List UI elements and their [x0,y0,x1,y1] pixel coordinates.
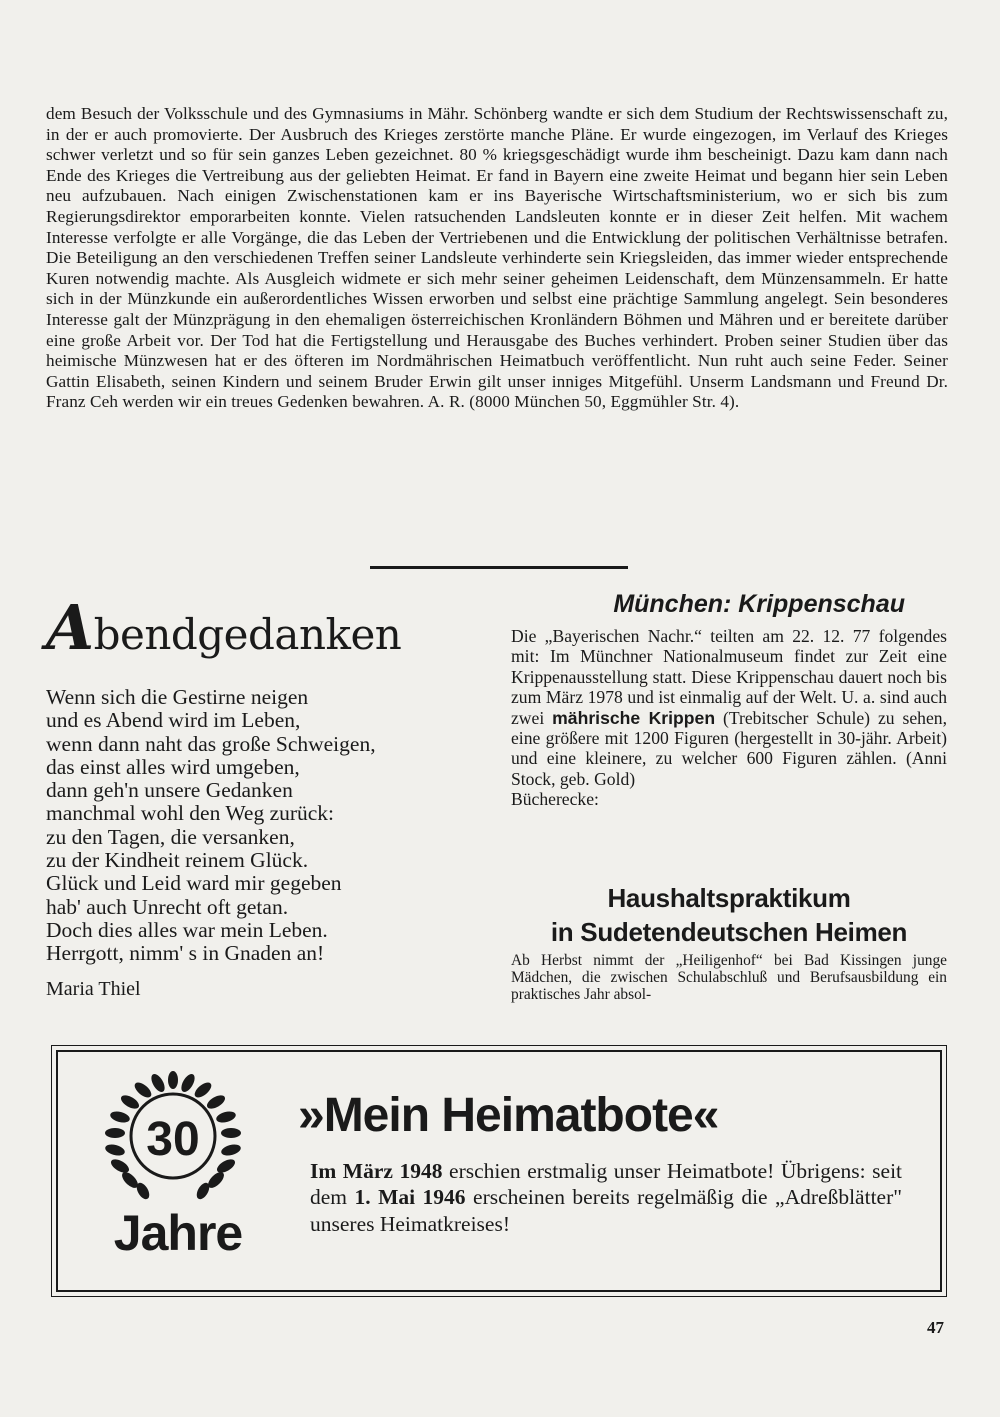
poem-title [46,591,486,665]
poem-title-rest: bendgedanken [93,610,402,659]
obituary-text [46,104,948,413]
poem-line: wenn dann naht das große Schweigen, [46,731,376,756]
heimatbote-text [310,1158,902,1237]
poem-line: zu der Kindheit reinem Glück. [46,848,309,873]
poem-line: Herrgott, nimm' s in Gnaden an! [46,941,325,966]
badge-jahre: Jahre [113,1205,243,1261]
poem-body [46,686,486,966]
section-divider [370,566,628,569]
heimatbote-box [56,1050,942,1292]
buecherecke-label: Bücherecke: [511,789,599,810]
poem-line: zu den Tagen, die versanken, [46,824,295,849]
haushalt-title-line1: Haushaltspraktikum [607,883,851,913]
poem-line: Glück und Leid ward mir gegeben [46,871,342,896]
obituary-paragraph: dem Besuch der Volksschule und des Gymnasiums in Mähr. Schönberg wandte er sich dem Studium der Rechtswissenschaft zu, in der er auch promovierte. Der Ausbruch des Krieges zerstörte manche Pläne. Er wurde eingezogen, im Verlauf des Krieges schwer verletzt und so für sein ganzes Leben gezeichnet. 80 % kriegsgeschädigt wurde ihm bescheinigt. Dazu kam dann nach Ende des Krieges die Vertreibung aus der geliebten Heimat. Er fand in Bayern eine zweite Heimat und begann hier sein Leben neu aufzubauen. Nach einigen Zwischenstationen kam er ins Bayerische Wirtschaftsministerium, wo er sich bis zum Regierungsdirektor emporarbeiten konnte. Vielen ratsuchenden Landsleuten konnte er in dieser Zeit helfen. Mit wachem Interesse verfolgte er alle Vorgänge, die das Leben der Vertriebenen und die Entwicklung der politischen Verhältnisse betrafen. Die Beteiligung an den verschiedenen Treffen seiner Landsleute verhinderte sein Kriegsleiden, das immer wieder entsprechende Kuren notwendig machte. Als Ausgleich widmete er sich mehr seiner geheimen Leidenschaft, dem Münzensammeln. Er hatte sich in der Münzkunde ein außerordentliches Wissen erworben und selbst eine prächtige Sammlung angelegt. Sein besonderes Interesse galt der Münzprägung in den ehemaligen österreichischen Kronländern Böhmen und Mähren und er bereitete darüber eine große Arbeit vor. Der Tod hat die Fertigstellung und Herausgabe des Buches verhindert. Proben seiner Studien über das heimische Münzwesen hat er des öfteren im Nordmährischen Heimatbuch veröffentlicht. Nun ruht auch seine Feder. Seiner Gattin Elisabeth, seinen Kindern und seinem Bruder Erwin gilt unser inniges Mitgefühl. Unserm Landsmann und Freund Dr. Franz Ceh werden wir ein treues Gedenken bewahren. A. R. (8000 München 50, Eggmühler Str. 4). [46,104,948,412]
poem-line: und es Abend wird im Leben, [46,708,301,733]
poem-author: Maria Thiel [46,978,141,1000]
krippenschau-title: München: Krippenschau [613,590,905,618]
heimatbote-text-part: Übrigens: seit dem [310,1159,903,1210]
poem-title-initial: A [46,591,94,664]
heimatbote-text-part: erscheinen bereits regelmäßig die „Adreßblätter" unseres Heimatkreises! [310,1185,903,1236]
page-number: 47 [927,1318,944,1337]
heimatbote-bold-date: Im März 1948 [310,1159,443,1183]
laurel-wreath-icon [98,1070,248,1220]
poem-line: dann geh'n unsere Gedanken [46,778,293,803]
badge-number: 30 [146,1113,200,1166]
poem-line: manchmal wohl den Weg zurück: [46,801,335,826]
krippenschau-bold: mährische Krippen [552,707,716,728]
heimatbote-title: »Mein Heimatbote« [298,1089,719,1142]
haushalt-title-line2: in Sudetendeutschen Heimen [550,917,908,947]
heimatbote-bold-date: 1. Mai 1946 [354,1185,466,1210]
heimatbote-text-part: erschien erstmalig unser Heimatbote! [449,1159,775,1183]
krippenschau-text [511,626,947,810]
poem-line: Doch dies alles war mein Leben. [46,917,328,942]
krippenschau-text-part: Die „Bayerischen Nachr.“ teilten am 22. 12. 77 folgendes mit: Im Münchner Nationalmuseum findet zur Zeit eine Krippenausstellung statt. Diese Krippenschau dauert noch bis zum März 1978 und ist einmalig auf der Welt. U. a. sind auch zwei [511,626,947,728]
haushalt-text: Ab Herbst nimmt der „Heiligenhof“ bei Bad Kissingen junge Mädchen, die zwischen Schulabschluß und Berufsausbildung ein praktisches Jahr absol- [511,952,947,1004]
poem-line: hab' auch Unrecht oft getan. [46,894,289,919]
krippenschau-text-part: (Trebitscher Schule) zu sehen, eine größere mit 1200 Figuren (hergestellt in 30-jähr. Arbeit) und eine kleinere, zu welcher 600 Figuren zählen. (Anni Stock, geb. Gold) [511,707,947,789]
poem-line: das einst alles wird umgeben, [46,754,300,779]
poem-line: Wenn sich die Gestirne neigen [46,685,309,709]
